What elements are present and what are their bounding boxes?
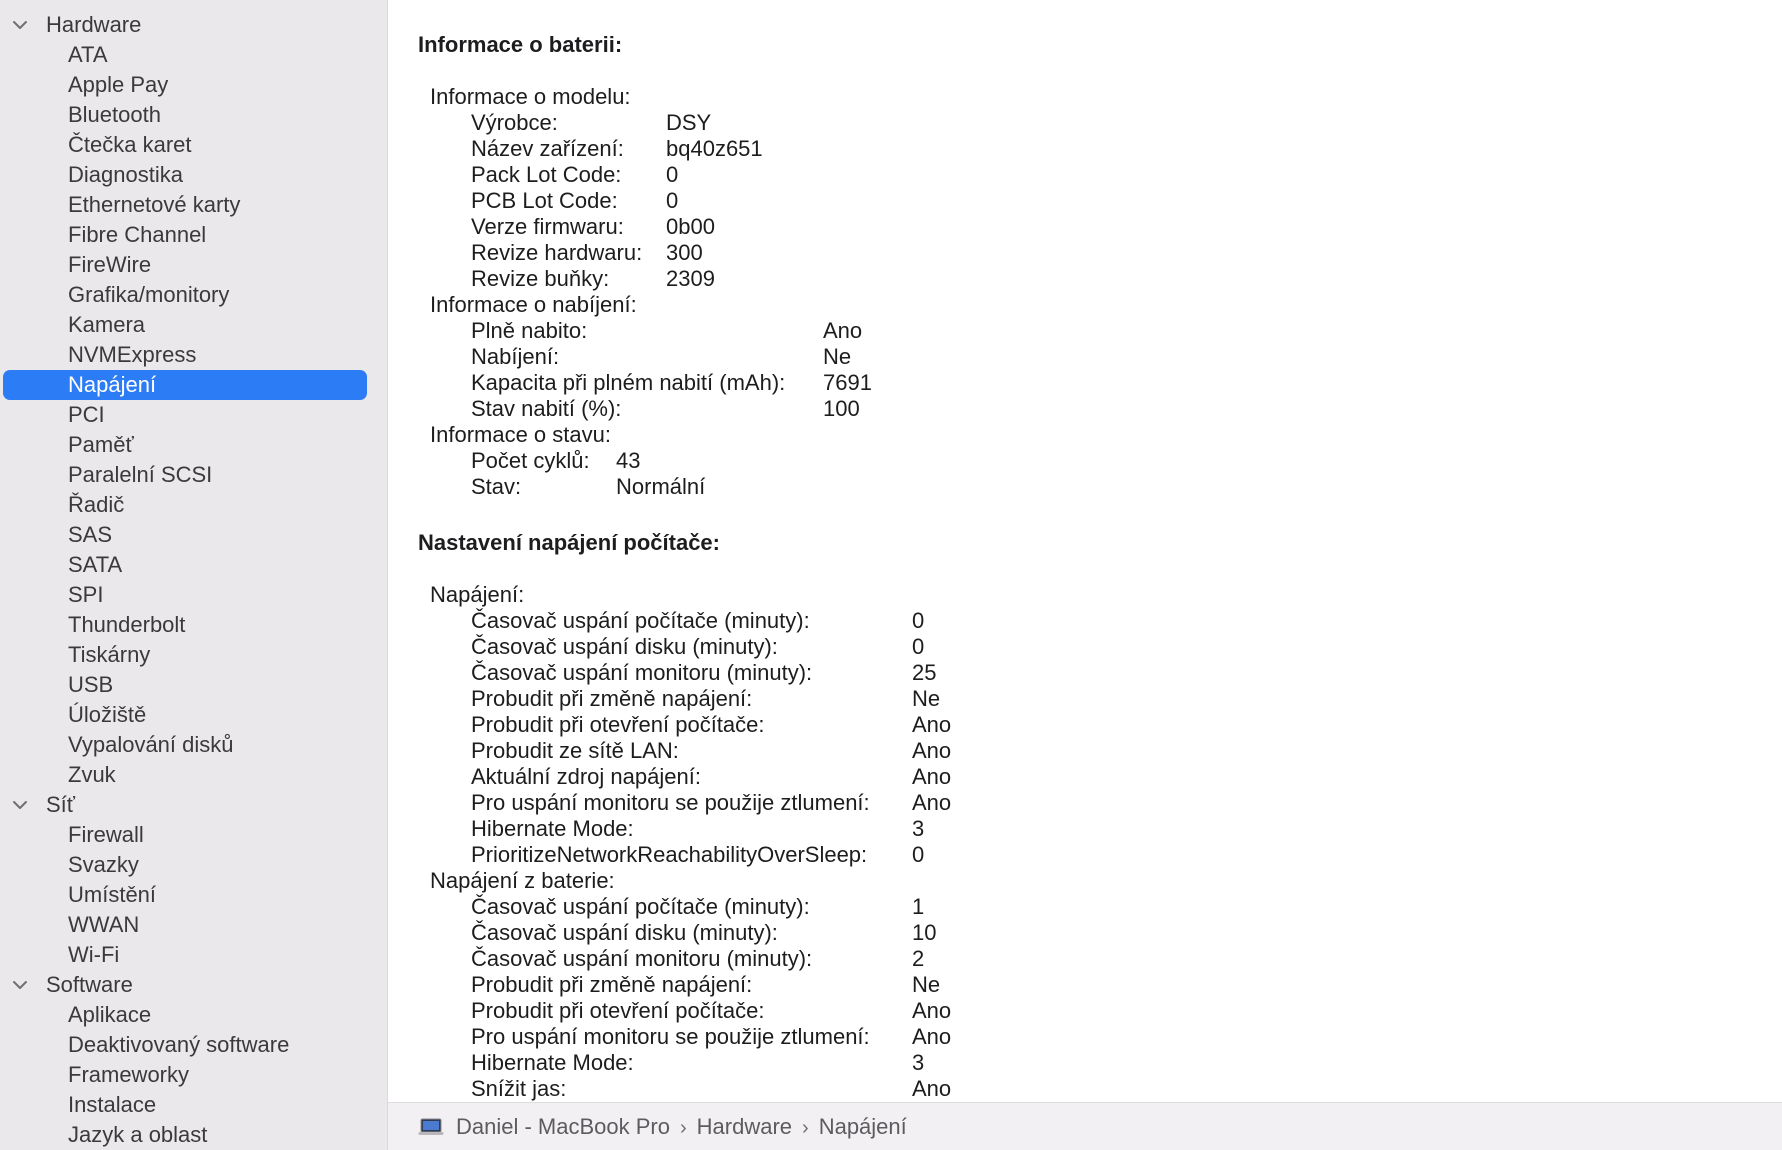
info-value: 2	[912, 946, 925, 971]
info-value: Ne	[912, 686, 941, 711]
info-value: Ano	[912, 790, 952, 815]
sidebar-item-grafika-monitory[interactable]: Grafika/monitory	[68, 282, 230, 307]
sidebar-item-napajeni[interactable]: Napájení	[3, 370, 367, 400]
info-row-casovac-uspani-monitoru-minuty	[418, 946, 1782, 972]
battery-power-heading: Napájení z baterie:	[430, 868, 615, 893]
info-value: DSY	[666, 110, 712, 135]
sidebar-item-uloziste[interactable]: Úložiště	[68, 702, 147, 727]
info-label: PCB Lot Code:	[471, 188, 618, 213]
info-label: Pro uspání monitoru se použije ztlumení:	[471, 790, 870, 815]
info-label: Snížit jas:	[471, 1076, 567, 1101]
info-value: bq40z651	[666, 136, 763, 161]
info-label: Časovač uspání počítače (minuty):	[471, 608, 810, 633]
sidebar-item-tiskarny[interactable]: Tiskárny	[68, 642, 151, 667]
info-label: Kapacita při plném nabití (mAh):	[471, 370, 786, 395]
sidebar-item-usb[interactable]: USB	[68, 672, 114, 697]
info-row-plne-nabito	[418, 318, 1782, 344]
info-value: Ano	[912, 998, 952, 1023]
info-value: 0b00	[666, 214, 715, 239]
info-row-nazev-zarizeni	[418, 136, 1782, 162]
info-value: 3	[912, 816, 925, 841]
info-value: Ne	[823, 344, 852, 369]
info-value: 3	[912, 1050, 925, 1075]
ac-power-list	[418, 608, 1782, 868]
sidebar-group-sit[interactable]	[0, 790, 387, 820]
info-row-casovac-uspani-monitoru-minuty	[418, 660, 1782, 686]
sidebar-item-firewire[interactable]: FireWire	[68, 252, 152, 277]
sidebar-item-thunderbolt[interactable]: Thunderbolt	[68, 612, 186, 637]
sidebar-group-hardware[interactable]	[0, 10, 387, 40]
info-label: Aktuální zdroj napájení:	[471, 764, 701, 789]
charge-info-list	[418, 318, 1782, 422]
sidebar[interactable]	[0, 0, 388, 1150]
sidebar-item-diagnostika[interactable]: Diagnostika	[68, 162, 183, 187]
info-value: Ano	[912, 764, 952, 789]
info-value: Ano	[823, 318, 863, 343]
info-row-probudit-pri-zmene-napajeni	[418, 686, 1782, 712]
info-value: 0	[912, 608, 925, 633]
main-content	[388, 0, 1782, 1150]
info-label: PrioritizeNetworkReachabilityOverSleep:	[471, 842, 868, 867]
info-value: Ano	[912, 712, 952, 737]
info-row-verze-firmwaru	[418, 214, 1782, 240]
info-row-pocet-cyklu	[418, 448, 1782, 474]
info-row-probudit-pri-zmene-napajeni	[418, 972, 1782, 998]
info-row-hibernate-mode	[418, 816, 1782, 842]
sidebar-item-aplikace[interactable]: Aplikace	[68, 1002, 152, 1027]
info-label: Hibernate Mode:	[471, 816, 634, 841]
info-value: Ano	[912, 1076, 952, 1101]
sidebar-item-frameworky[interactable]: Frameworky	[68, 1062, 190, 1087]
info-row-pack-lot-code	[418, 162, 1782, 188]
sidebar-item-deaktivovany-software[interactable]: Deaktivovaný software	[68, 1032, 290, 1057]
info-value: 0	[912, 634, 925, 659]
sidebar-item-instalace[interactable]: Instalace	[68, 1092, 157, 1117]
info-row-snizit-jas	[418, 1076, 1782, 1102]
info-value: Ano	[912, 1024, 952, 1049]
chevron-down-icon[interactable]	[10, 975, 30, 995]
info-label: Revize buňky:	[471, 266, 610, 291]
sidebar-item-sata[interactable]: SATA	[68, 552, 123, 577]
info-row-hibernate-mode	[418, 1050, 1782, 1076]
breadcrumb-item-daniel-macbook-pro[interactable]: Daniel - MacBook Pro	[456, 1113, 670, 1139]
info-row-revize-bunky	[418, 266, 1782, 292]
sidebar-item-ethernetove-karty[interactable]: Ethernetové karty	[68, 192, 241, 217]
info-label: Pack Lot Code:	[471, 162, 622, 187]
sidebar-item-umisteni[interactable]: Umístění	[68, 882, 157, 907]
breadcrumb-item-napajeni[interactable]: Napájení	[818, 1113, 907, 1139]
charge-info-heading: Informace o nabíjení:	[430, 292, 637, 317]
chevron-down-icon[interactable]	[10, 795, 30, 815]
info-label: Verze firmwaru:	[471, 214, 624, 239]
breadcrumb-separator: ›	[802, 1116, 809, 1139]
info-row-casovac-uspani-pocitace-minuty	[418, 894, 1782, 920]
battery-section-title: Informace o baterii:	[418, 32, 623, 57]
info-value: Normální	[616, 474, 706, 499]
info-label: Probudit při otevření počítače:	[471, 998, 765, 1023]
ac-power-heading: Napájení:	[430, 582, 525, 607]
info-label: Hibernate Mode:	[471, 1050, 634, 1075]
state-info-list	[418, 448, 1782, 500]
sidebar-item-sas[interactable]: SAS	[68, 522, 113, 547]
battery-power-list	[418, 894, 1782, 1102]
sidebar-group-software[interactable]	[0, 970, 387, 1000]
info-label: Nabíjení:	[471, 344, 560, 369]
info-label: Revize hardwaru:	[471, 240, 643, 265]
breadcrumb	[456, 1114, 907, 1140]
info-row-pcb-lot-code	[418, 188, 1782, 214]
info-row-prioritizenetworkreachabilityoversleep	[418, 842, 1782, 868]
state-info-heading: Informace o stavu:	[430, 422, 611, 447]
info-row-aktualni-zdroj-napajeni	[418, 764, 1782, 790]
info-row-revize-hardwaru	[418, 240, 1782, 266]
info-label: Název zařízení:	[471, 136, 624, 161]
info-row-nabijeni	[418, 344, 1782, 370]
info-value: 300	[666, 240, 703, 265]
sidebar-item-bluetooth[interactable]: Bluetooth	[68, 102, 161, 127]
info-value: Ne	[912, 972, 941, 997]
breadcrumb-item-hardware[interactable]: Hardware	[696, 1113, 793, 1139]
info-label: Stav:	[471, 474, 522, 499]
info-row-pro-uspani-monitoru-se-pouzije-ztlumeni	[418, 790, 1782, 816]
info-row-probudit-pri-otevreni-pocitace	[418, 712, 1782, 738]
info-label: Časovač uspání počítače (minuty):	[471, 894, 810, 919]
sidebar-item-kamera[interactable]: Kamera	[68, 312, 146, 337]
model-info-list	[418, 110, 1782, 292]
sidebar-group-label: Hardware	[46, 12, 142, 37]
info-row-probudit-ze-site-lan	[418, 738, 1782, 764]
sidebar-item-pci[interactable]: PCI	[68, 402, 105, 427]
laptop-icon	[418, 1117, 444, 1137]
info-value: 10	[912, 920, 937, 945]
info-value: 43	[616, 448, 641, 473]
info-label: Stav nabití (%):	[471, 396, 622, 421]
sidebar-item-jazyk-a-oblast[interactable]: Jazyk a oblast	[68, 1122, 208, 1147]
sidebar-item-radic[interactable]: Řadič	[68, 492, 125, 517]
power-section-title: Nastavení napájení počítače:	[418, 530, 720, 555]
info-value: 100	[823, 396, 860, 421]
info-label: Plně nabito:	[471, 318, 588, 343]
sidebar-item-wi-fi[interactable]: Wi-Fi	[68, 942, 120, 967]
sidebar-group-label: Software	[46, 972, 133, 997]
sidebar-item-ata[interactable]: ATA	[68, 42, 108, 67]
info-label: Počet cyklů:	[471, 448, 590, 473]
info-label: Probudit ze sítě LAN:	[471, 738, 679, 763]
info-value: 25	[912, 660, 937, 685]
sidebar-item-spi[interactable]: SPI	[68, 582, 104, 607]
info-value: 7691	[823, 370, 872, 395]
info-label: Časovač uspání monitoru (minuty):	[471, 660, 813, 685]
sidebar-groups	[0, 10, 387, 1150]
info-label: Časovač uspání monitoru (minuty):	[471, 946, 813, 971]
sidebar-item-apple-pay[interactable]: Apple Pay	[68, 72, 169, 97]
info-value: 1	[912, 894, 925, 919]
info-label: Časovač uspání disku (minuty):	[471, 920, 778, 945]
sidebar-item-nvmexpress[interactable]: NVMExpress	[68, 342, 197, 367]
info-label: Probudit při změně napájení:	[471, 686, 753, 711]
info-label: Výrobce:	[471, 110, 558, 135]
breadcrumb-separator: ›	[679, 1116, 687, 1139]
info-value: 2309	[666, 266, 715, 291]
info-label: Časovač uspání disku (minuty):	[471, 634, 778, 659]
sidebar-item-ctecka-karet[interactable]: Čtečka karet	[68, 132, 192, 157]
chevron-down-icon[interactable]	[10, 15, 30, 35]
info-label: Probudit při otevření počítače:	[471, 712, 765, 737]
info-row-casovac-uspani-disku-minuty	[418, 920, 1782, 946]
info-value: 0	[666, 162, 679, 187]
info-row-stav	[418, 474, 1782, 500]
info-row-probudit-pri-otevreni-pocitace	[418, 998, 1782, 1024]
info-row-pro-uspani-monitoru-se-pouzije-ztlumeni	[418, 1024, 1782, 1050]
sidebar-group-label: Síť	[46, 792, 76, 817]
info-label: Pro uspání monitoru se použije ztlumení:	[471, 1024, 870, 1049]
sidebar-item-pamet[interactable]: Paměť	[68, 432, 134, 457]
info-row-kapacita-pri-plnem-nabiti-mah	[418, 370, 1782, 396]
sidebar-item-fibre-channel[interactable]: Fibre Channel	[68, 222, 207, 247]
info-value: 0	[666, 188, 679, 213]
sidebar-item-firewall[interactable]: Firewall	[68, 822, 144, 847]
sidebar-item-vypalovani-disku[interactable]: Vypalování disků	[68, 732, 234, 757]
info-row-stav-nabiti	[418, 396, 1782, 422]
sidebar-item-wwan[interactable]: WWAN	[68, 912, 140, 937]
info-value: Ano	[912, 738, 952, 763]
model-info-heading: Informace o modelu:	[430, 84, 631, 109]
info-value: 0	[912, 842, 925, 867]
content-scroll-area[interactable]	[418, 30, 1782, 1102]
path-bar	[388, 1102, 1782, 1150]
info-row-casovac-uspani-pocitace-minuty	[418, 608, 1782, 634]
sidebar-item-svazky[interactable]: Svazky	[68, 852, 139, 877]
info-row-vyrobce	[418, 110, 1782, 136]
sidebar-item-paralelni-scsi[interactable]: Paralelní SCSI	[68, 462, 213, 487]
info-label: Probudit při změně napájení:	[471, 972, 753, 997]
sidebar-item-zvuk[interactable]: Zvuk	[68, 762, 116, 787]
info-row-casovac-uspani-disku-minuty	[418, 634, 1782, 660]
